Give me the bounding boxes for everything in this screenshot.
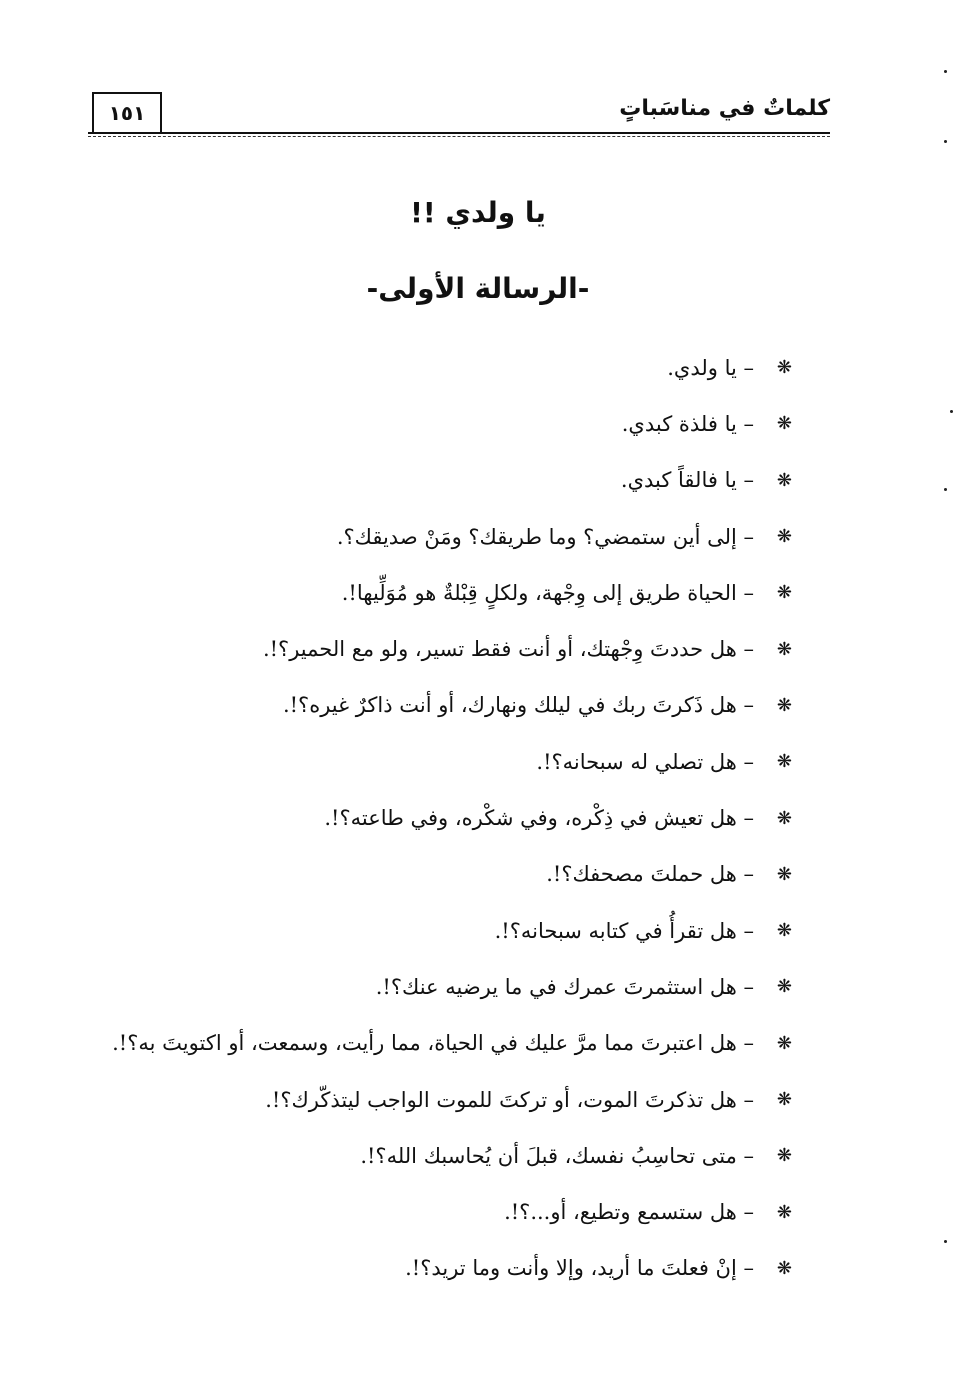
list-item-text: – هل حددتَ وِجْهتك، أو أنت فقط تسير، ولو مع الحمير؟!. — [262, 637, 754, 662]
asterisk-bullet-icon: ❋ — [776, 807, 792, 829]
list-item-text: – هل استثمرتَ عمرك في ما يرضيه عنك؟!. — [375, 974, 754, 999]
asterisk-bullet-icon: ❋ — [776, 694, 792, 716]
list-item-text: – يا فالقاً كبدي. — [620, 468, 754, 493]
list-item — [92, 621, 792, 677]
section-subtitle: -الرسالة الأولى- — [366, 272, 590, 305]
asterisk-bullet-icon: ❋ — [776, 469, 792, 491]
asterisk-bullet-icon: ❋ — [776, 413, 792, 435]
asterisk-bullet-icon: ❋ — [776, 1032, 792, 1054]
asterisk-bullet-icon: ❋ — [776, 1257, 792, 1279]
list-item-text: – إنْ فعلتَ ما أريد، وإلا وأنت وما تريد؟!. — [405, 1256, 754, 1281]
header-rule — [88, 132, 830, 137]
list-item — [92, 340, 792, 396]
asterisk-bullet-icon: ❋ — [776, 1089, 792, 1110]
list-item — [92, 790, 792, 846]
scan-speck — [944, 140, 947, 143]
list-item — [92, 734, 792, 790]
list-item — [92, 678, 792, 734]
list-item-text: – يا فلذة كبدي. — [621, 411, 754, 436]
list-item-text: – يا ولدي. — [667, 355, 754, 380]
asterisk-bullet-icon: ❋ — [776, 582, 792, 604]
running-title: كلماتٌ في مناسَباتٍ — [619, 96, 830, 121]
page-header — [88, 92, 830, 142]
list-item — [92, 453, 792, 509]
list-item-text: – هل تقرأُ في كتابه سبحانه؟!. — [494, 918, 754, 943]
list-item — [92, 1128, 792, 1184]
list-item-text: – هل تذكرتَ الموت، أو تركتَ للموت الواجب ليتذكّرك؟!. — [265, 1087, 754, 1112]
list-item — [92, 1016, 792, 1072]
asterisk-bullet-icon: ❋ — [776, 1201, 792, 1223]
list-item-text: – هل اعتبرتَ مما مرَّ عليك في الحياة، مما رأيت، وسمعت، أو اكتويتَ به؟!. — [112, 1031, 754, 1056]
asterisk-bullet-icon: ❋ — [776, 357, 792, 379]
scan-speck — [950, 410, 953, 413]
list-item-text: – الحياة طريق إلى وِجْهة، ولكلٍ قِبْلةٌ هو مُوَلِّيها!. — [341, 580, 754, 605]
list-item — [92, 1184, 792, 1240]
list-item — [92, 1241, 792, 1297]
asterisk-bullet-icon: ❋ — [776, 863, 792, 885]
list-item-text: – هل تعيش في ذِكْره، وفي شكْره، وفي طاعته؟!. — [324, 806, 754, 831]
list-item-text: – هل ذَكرتَ ربك في ليلك ونهارك، أو أنت ذاكرٌ غيره؟!. — [282, 693, 754, 718]
scan-speck — [944, 1240, 947, 1243]
scan-speck — [944, 488, 947, 491]
asterisk-bullet-icon: ❋ — [776, 1145, 792, 1167]
list-item-text: – هل حملتَ مصحفك؟!. — [546, 862, 754, 887]
list-item — [92, 396, 792, 452]
section-title: يا ولدي !! — [410, 196, 546, 229]
list-item — [92, 903, 792, 959]
asterisk-bullet-icon: ❋ — [776, 526, 792, 548]
question-list — [92, 340, 792, 1297]
asterisk-bullet-icon: ❋ — [776, 920, 792, 942]
list-item-text: – إلى أين ستمضي؟ وما طريقك؟ ومَنْ صديقك؟. — [336, 524, 754, 549]
list-item-text: – هل ستسمع وتطيع، أو...؟!. — [504, 1200, 754, 1225]
list-item-text: – متى تحاسِبُ نفسك، قبلَ أن يُحاسبك الله؟!. — [360, 1143, 754, 1168]
list-item — [92, 565, 792, 621]
page-number: ١٥١ — [92, 92, 162, 132]
scan-speck — [944, 70, 947, 73]
list-item — [92, 959, 792, 1015]
list-item — [92, 847, 792, 903]
asterisk-bullet-icon: ❋ — [776, 976, 792, 998]
list-item — [92, 1072, 792, 1128]
asterisk-bullet-icon: ❋ — [776, 751, 792, 773]
asterisk-bullet-icon: ❋ — [776, 638, 792, 660]
list-item-text: – هل تصلي له سبحانه؟!. — [536, 749, 754, 774]
list-item — [92, 509, 792, 565]
